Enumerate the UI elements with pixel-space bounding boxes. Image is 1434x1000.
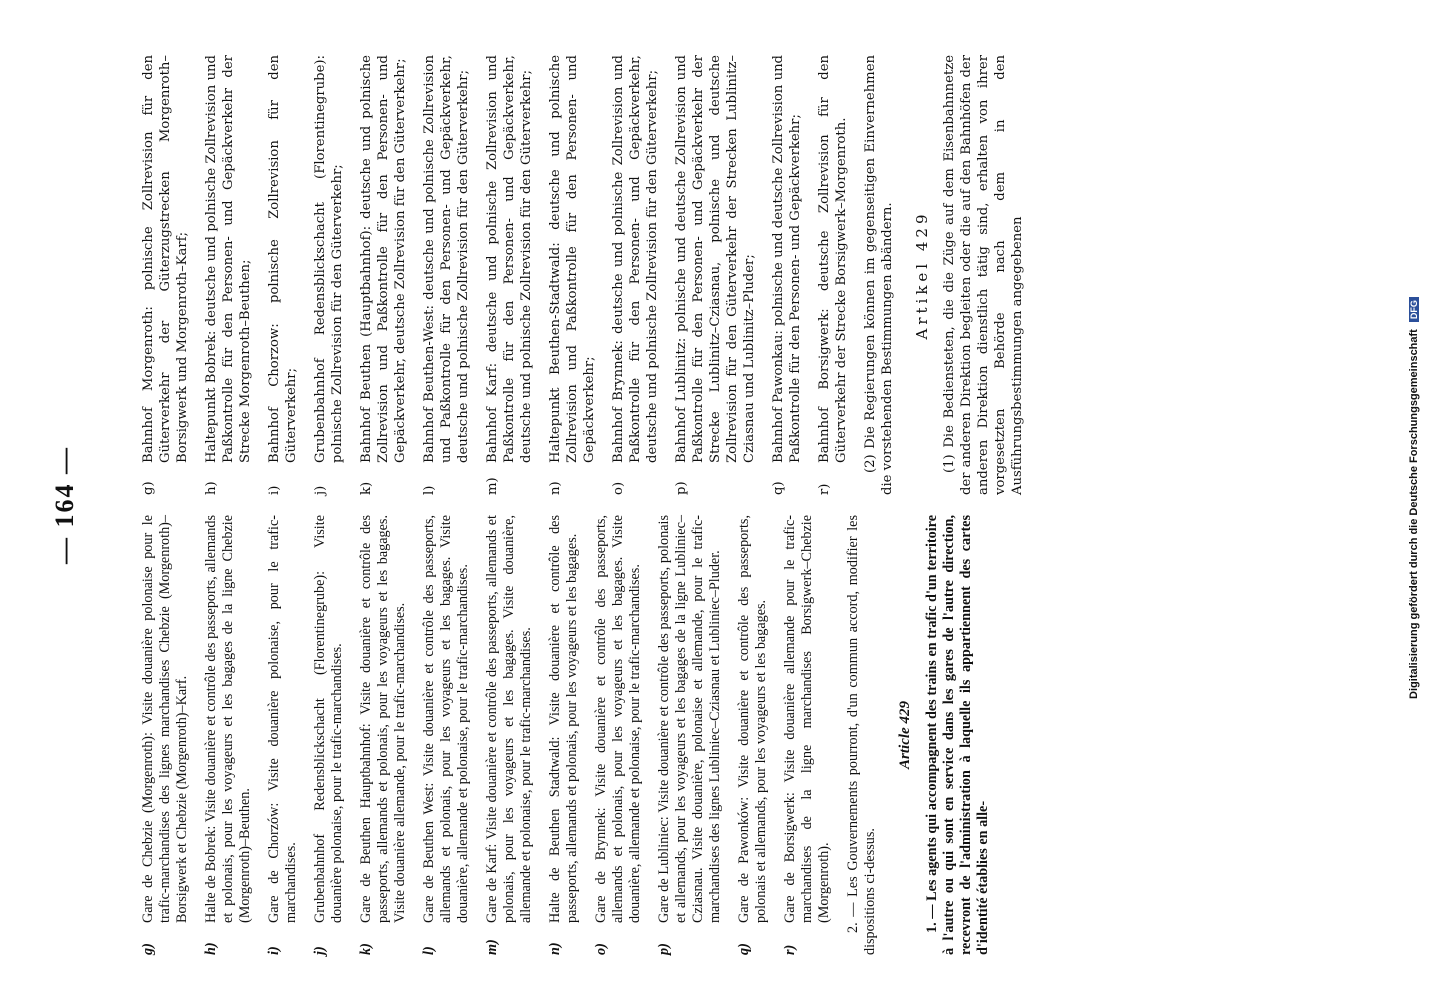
paragraph-2: 2. — Les Gouvernements pourront, d'un commun accord, modifier les dispositions ci-dessus. xyxy=(845,515,878,955)
entry-text: Grubenbahnhof Redensblickschacht (Florentinegrube): Visite douanière polonaise, pour le trafic-marchandises. xyxy=(312,515,345,923)
entry-letter: m) xyxy=(485,477,500,495)
entry-letter: l) xyxy=(422,485,437,495)
entry-letter: j) xyxy=(312,946,328,955)
list-item xyxy=(266,515,300,955)
entry-letter: i) xyxy=(267,485,282,495)
funding-text: Digitalisierung gefördert durch die Deutsche Forschungsgemeinschaft xyxy=(1408,329,1420,699)
entry-letter: l) xyxy=(421,946,437,955)
entry-letter: g) xyxy=(140,943,156,955)
list-item xyxy=(770,55,804,495)
entry-letter: n) xyxy=(548,481,563,495)
paragraph-2: (2) Die Regierungen können im gegenseitigen Einvernehmen die vorstehenden Bestimmungen abändern. xyxy=(863,55,895,495)
entry-text: Gare de Pawonków: Visite douanière et contrôle des passeports, polonais et allemands, pour les voyageurs et les bagages. xyxy=(736,515,769,923)
entry-letter: i) xyxy=(266,946,282,955)
entry-text: Gare de Chorzów: Visite douanière polonaise, pour le trafic-marchandises. xyxy=(266,515,299,923)
list-item xyxy=(484,55,535,495)
entry-text: Gare de Beuthen West: Visite douanière et contrôle des passeports, allemands et polonais, pour les voyageurs et les bagages. Visite douanière, allemande et polonaise, pour le trafic-marchandises. xyxy=(421,515,471,923)
entry-text: Bahnhof Lublinitz: polnische und deutsche Zollrevision und Paßkontrolle für den Personen- und Gepäckverkehr der Strecke Lublinitz–Cziasnau, polnische und deutsche Zollrevision für den Güterverkehr der Strecken Lublinitz–Cziasnau und Lublinitz–Pluder; xyxy=(674,55,757,463)
list-item xyxy=(140,515,191,955)
entry-text: Bahnhof Chorzow: polnische Zollrevision für den Güterverkehr; xyxy=(267,55,299,463)
list-item xyxy=(358,55,409,495)
list-item xyxy=(266,55,300,495)
french-entries xyxy=(140,515,833,955)
page-number: — 164 — xyxy=(50,446,79,564)
entry-text: Bahnhof Karf: deutsche und polnische Zollrevision und Paßkontrolle für den Personen- und Gepäckverkehr, deutsche und polnische Zollrevision für den Güterverkehr; xyxy=(485,55,534,463)
entry-text: Gare de Karf: Visite douanière et contrôle des passeports, allemands et polonais, pour les voyageurs et les bagages. Visite douanière, allemande et polonaise, pour le trafic-marchandises. xyxy=(484,515,534,923)
list-item xyxy=(656,515,724,955)
entry-text: Grubenbahnhof Redensblickschacht (Florentinegrube): polnische Zollrevision für den Güterverkehr; xyxy=(313,55,345,463)
list-item xyxy=(736,515,770,955)
entry-letter: q) xyxy=(736,943,752,955)
entry-letter: r) xyxy=(782,944,798,955)
entry-text: Bahnhof Morgenroth: polnische Zollrevision für den Güterverkehr der Güterzugstrecken Morgenroth–Borsigwerk und Morgenroth–Karf; xyxy=(141,55,190,463)
entry-text: Bahnhof Pawonkau: polnische und deutsche Zollrevision und Paßkontrolle für den Personen- und Gepäckverkehr; xyxy=(771,55,803,463)
entry-letter: h) xyxy=(203,942,219,955)
article-heading: Artikel 429 xyxy=(913,210,931,340)
list-item xyxy=(358,515,409,955)
entry-text: Haltepunkt Bobrek: deutsche und polnische Zollrevision und Paßkontrolle für den Personen- und Gepäckverkehr der Strecke Morgenroth–Beuthen; xyxy=(204,55,253,463)
list-item xyxy=(312,55,346,495)
list-item xyxy=(593,515,644,955)
entry-text: Halte de Bobrek: Visite douanière et contrôle des passeports, allemands et polonais, pour les voyageurs et les bagages de la ligne Chebzie (Morgenroth)–Beuthen. xyxy=(203,515,253,923)
article-heading: Article 429 xyxy=(897,701,913,769)
list-item xyxy=(610,55,661,495)
list-item xyxy=(673,55,758,495)
entry-text: Bahnhof Beuthen (Hauptbahnhof): deutsche und polnische Zollrevision und Paßkontrolle für den Personen- und Gepäckverkehr, deutsche Zollrevision für den Güterverkehr; xyxy=(359,55,408,463)
entry-letter: g) xyxy=(141,481,156,495)
entry-letter: r) xyxy=(817,483,832,495)
entry-letter: p) xyxy=(674,481,689,495)
entry-text: Bahnhof Brynnek: deutsche und polnische Zollrevision und Paßkontrolle für den Personen- und Gepäckverkehr, deutsche und polnische Zollrevision für den Güterverkehr; xyxy=(611,55,660,463)
entry-letter: j) xyxy=(313,485,328,495)
entry-text: Bahnhof Borsigwerk: deutsche Zollrevision für den Güterverkehr der Strecke Borsigwerk–Morgenroth. xyxy=(817,55,849,463)
paragraph-1: 1. — Les agents qui accompagnent des trains en trafic d'un territoire à l'autre ou qui sont en service dans les gares de l'autre direction, recevront de l'administration à laquelle ils appartiennent des cartes d'identité établies en alle- xyxy=(924,515,991,955)
entry-letter: p) xyxy=(656,943,672,955)
entry-letter: k) xyxy=(359,481,374,495)
list-item xyxy=(312,515,346,955)
entry-letter: n) xyxy=(547,942,563,955)
list-item xyxy=(421,55,472,495)
german-column xyxy=(140,55,1036,495)
list-item xyxy=(421,515,472,955)
french-column xyxy=(140,515,1002,955)
list-item xyxy=(203,515,254,955)
list-item xyxy=(547,515,581,955)
entry-letter: k) xyxy=(358,943,374,955)
entry-text: Bahnhof Beuthen-West: deutsche und polnische Zollrevision und Paßkontrolle für den Personen- und Gepäckverkehr, deutsche und polnische Zollrevision für den Güterverkehr; xyxy=(422,55,471,463)
entry-text: Gare de Borsigwerk: Visite douanière allemande pour le trafic-marchandises de la ligne marchandises Borsigwerk–Chebzie (Morgenroth). xyxy=(782,515,832,923)
entry-text: Halte de Beuthen Stadtwald: Visite douanière et contrôle des passeports, allemands et polonais, pour les voyageurs et les bagages. xyxy=(547,515,580,923)
dfg-logo: DFG xyxy=(1409,297,1419,322)
list-item xyxy=(816,55,850,495)
entry-letter: q) xyxy=(771,481,786,495)
entry-letter: h) xyxy=(204,481,219,495)
rotated-page xyxy=(50,25,1350,985)
entry-letter: o) xyxy=(611,481,626,495)
german-entries xyxy=(140,55,850,495)
entry-text: Gare de Brynnek: Visite douanière et contrôle des passeports, allemands et polonais, pour les voyageurs et les bagages. Visite douanière, allemande et polonaise, pour le trafic-marchandises. xyxy=(593,515,643,923)
entry-text: Gare de Lubliniec: Visite douanière et contrôle des passeports, polonais et allemands, pour les voyageurs et les bagages de la ligne Lubliniec–Cziasnau. Visite douanière, polonaise et allemande, pour le trafic-marchandises des lignes Lubliniec–Cziasnau et Lubliniec–Pluder. xyxy=(656,515,723,923)
entry-text: Haltepunkt Beuthen-Stadtwald: deutsche und polnische Zollrevision und Paßkontrolle für den Personen- und Gepäckverkehr; xyxy=(548,55,597,463)
entry-text: Gare de Beuthen Hauptbahnhof: Visite douanière et contrôle des passeports, allemands et polonais, pour les voyageurs et les bagages. Visite douanière allemande, pour le trafic-marchandises. xyxy=(358,515,408,923)
entry-letter: m) xyxy=(484,939,500,955)
list-item xyxy=(484,515,535,955)
paragraph-1: (1) Die Bediensteten, die die Züge auf dem Eisenbahnnetze der anderen Direktion begleiten oder die auf den Bahnhöfen der anderen Direktion dienstlich tätig sind, erhalten von ihrer vorgesetzten Behörde nach dem in den Ausführungsbestimmungen angegebenen xyxy=(942,55,1025,495)
list-item xyxy=(782,515,833,955)
dfg-funding-note xyxy=(1406,10,1428,990)
entry-letter: o) xyxy=(593,943,609,955)
list-item xyxy=(547,55,598,495)
list-item xyxy=(203,55,254,495)
list-item xyxy=(140,55,191,495)
entry-text: Gare de Chebzie (Morgenroth): Visite douanière polonaise pour le trafic-marchandises des lignes marchandises Chebzie (Morgenroth)–Borsigwerk et Chebzie (Morgenroth)–Karf. xyxy=(140,515,190,923)
